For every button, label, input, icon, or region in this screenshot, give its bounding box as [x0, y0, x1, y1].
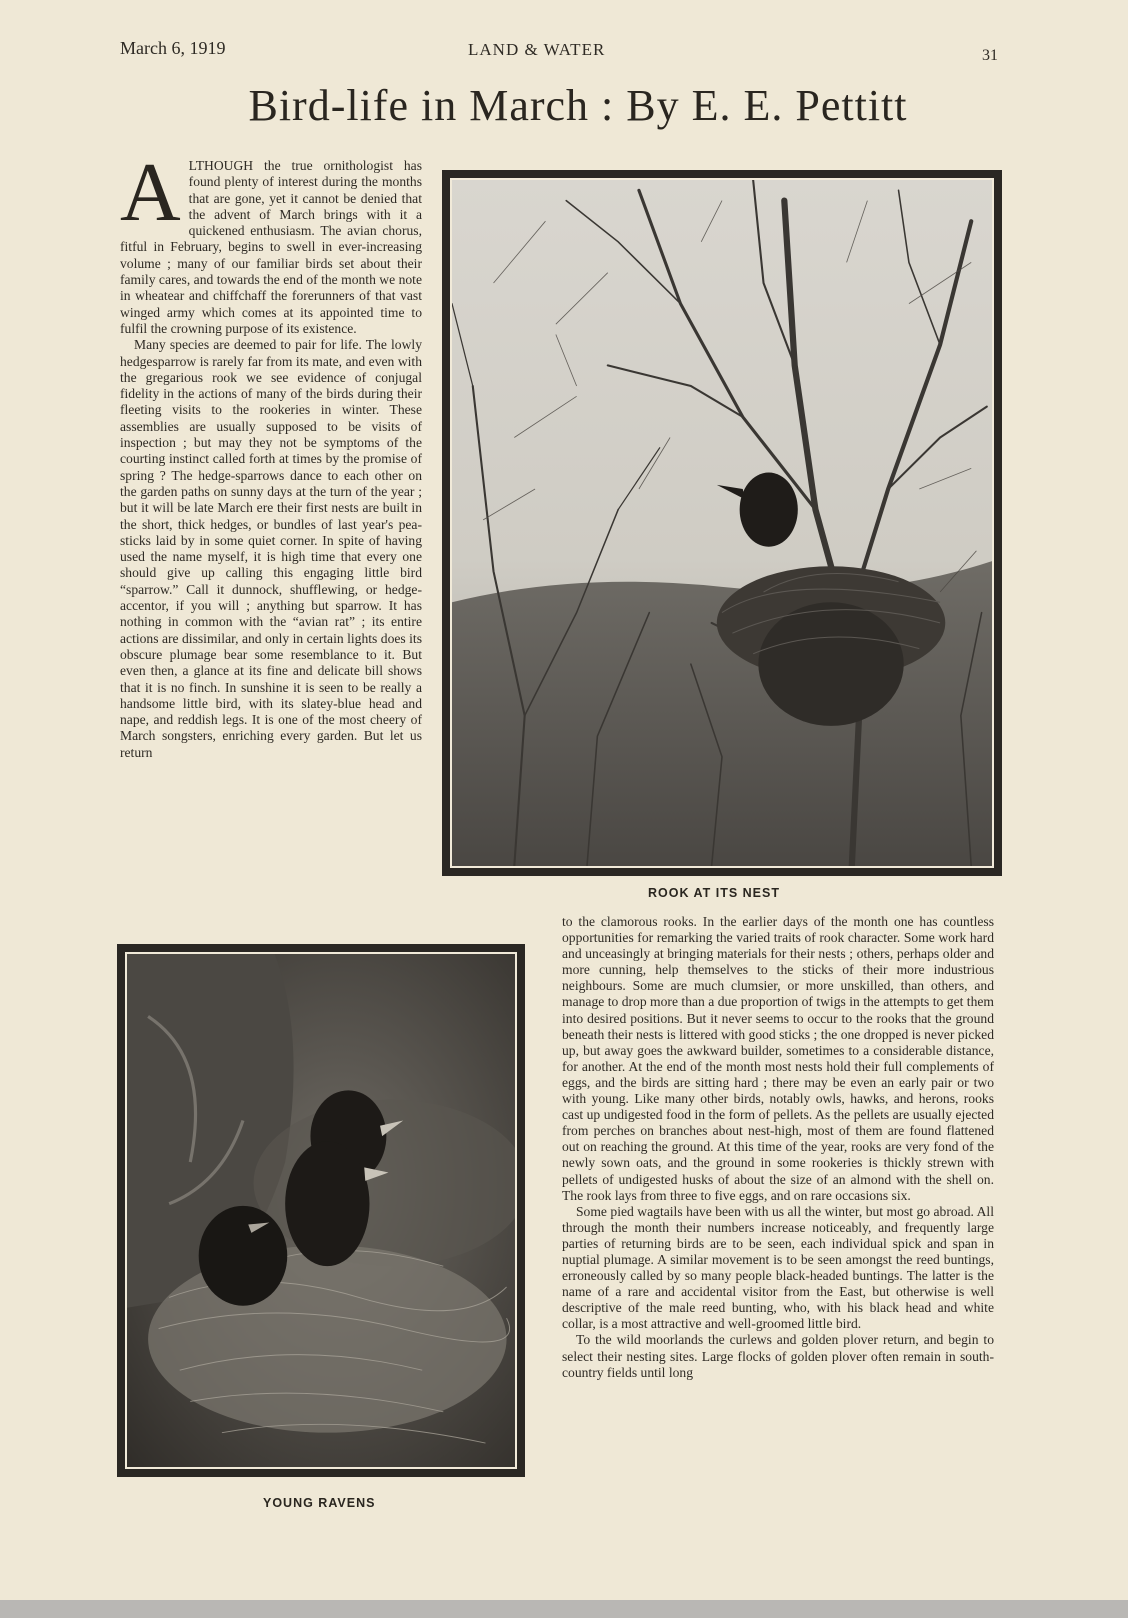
rook-photo-caption: ROOK AT ITS NEST: [648, 886, 780, 900]
article-title: Bird-life in March : By E. E. Pettitt: [248, 81, 908, 130]
publication-name: LAND & WATER: [468, 40, 606, 59]
paragraph-2: Many species are deemed to pair for life. The lowly hedgesparrow is rarely far from its mate, and even with the gregarious rook we see evidence of conjugal fidelity in the actions of many of the birds during their fleeting visits to the rookeries in winter. These assemblies are usually supposed to be visits of inspection ; but may they not be symptoms of the courting instinct called forth at times by the promise of spring ? The hedge-sparrows dance to each other on the garden paths on sunny days at the turn of the year ; but it will be late March ere their first nests are built in the short, thick hedges, or bundles of last year's pea-sticks laid by in some quiet corner. In spite of having used the name myself, it is high time that every one should give up calling this engaging little bird “sparrow.” Call it dunnock, shufflewing, or hedge-accentor, if you will ; anything but sparrow. It has nothing in common with the “avian rat” ; its entire actions are dissimilar, and only in certain lights does its obscure plumage bear some resemblance to it. But even then, a glance at its fine and delicate bill shows that it is no finch. In sunshine it is seen to be really a handsome little bird, with its slatey-blue head and nape, and reddish legs. It is one of the most cheery of March songsters, enriching every garden. But let us return: [120, 337, 422, 760]
page-number: 31: [982, 47, 998, 64]
drop-cap: A: [120, 146, 181, 239]
left-text-column: [120, 146, 422, 761]
issue-date: March 6, 1919: [120, 38, 226, 58]
paragraph-5: To the wild moorlands the curlews and golden plover return, and begin to select their nesting sites. Large flocks of golden plover often remain in south-country fields until long: [562, 1332, 994, 1380]
scan-bottom-edge: [0, 1600, 1128, 1618]
rook-photo: [442, 170, 1002, 876]
ravens-photo-image: [125, 952, 517, 1469]
rook-photo-image: [450, 178, 994, 868]
paragraph-3: to the clamorous rooks. In the earlier days of the month one has countless opportunities for remarking the varied traits of rook character. Some work hard and unceasingly at bringing materials for their nests ; others, perhaps older and more cunning, help themselves to the sticks of their more industrious neighbours. Some are much clumsier, or more unskilled, than others, and manage to drop more than a due proportion of twigs in the attempts to get them into desired positions. But it never seems to occur to the rooks that the ground beneath their nests is littered with good sticks ; the one dropped is never picked up, but away goes the awkward builder, sometimes to a considerable distance, for another. At the end of the month most nests hold their full complements of eggs, and the birds are sitting hard ; there may be even an early pair or two with young. Like many other birds, notably owls, hawks, and herons, rooks cast up undigested food in the form of pellets. As the pellets are usually ejected from perches on branches about nest-high, most of them are found flattened out on reaching the ground. At this time of the year, rooks are very fond of the newly sown oats, and the ground in some rookeries is thickly strewn with pellets of undigested husks of about the size of an almond with the shell on. The rook lays from three to five eggs, and on rare occasions six.: [562, 914, 994, 1203]
right-text-column: [562, 914, 994, 1381]
ravens-photo: [117, 944, 525, 1477]
paragraph-4: Some pied wagtails have been with us all the winter, but most go abroad. All through the month their numbers increase noticeably, and frequently large parties of returning birds are to be seen, each individual spick and span in nuptial plumage. A similar movement is to be seen amongst the reed buntings, erroneously called by so many people black-headed buntings. The latter is the name of a rare and accidental visitor from the East, but otherwise is well descriptive of the male reed bunting, who, with his black head and white collar, is a most attractive and well-groomed little bird.: [562, 1203, 994, 1332]
paragraph-1-text: LTHOUGH the true ornithologist has found plenty of interest during the months that are gone, yet it cannot be denied that the advent of March brings with it a quickened enthusiasm. The avian chorus, fitful in February, begins to swell in ever-increasing volume ; many of our familiar birds set about their family cares, and towards the end of the month we note in wheatear and chiffchaff the forerunners of that vast winged army which comes at its appointed time to fulfil the crowning purpose of its existence.: [120, 158, 422, 336]
ravens-photo-caption: YOUNG RAVENS: [263, 1496, 376, 1510]
paragraph-1: [120, 146, 422, 337]
